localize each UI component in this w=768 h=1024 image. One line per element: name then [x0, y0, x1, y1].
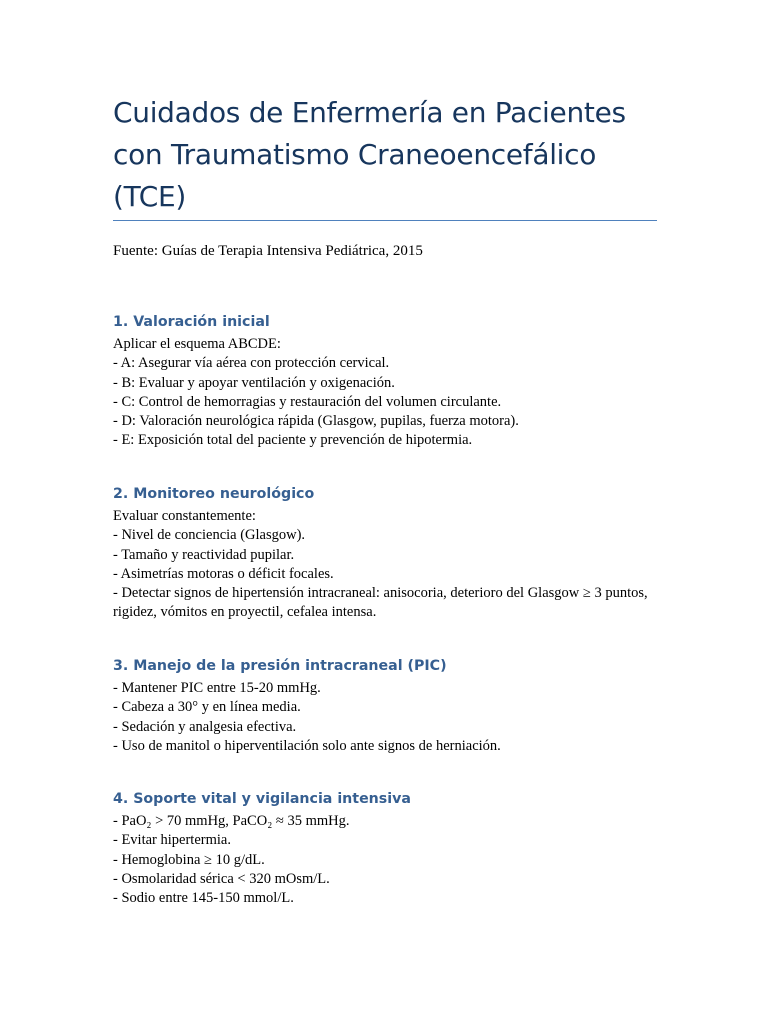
list-item: - A: Asegurar vía aérea con protección cervical. [113, 355, 390, 372]
section-line: Aplicar el esquema ABCDE: [113, 336, 281, 352]
section-heading: 2. Monitoreo neurológico [113, 486, 315, 502]
list-item: - Tamaño y reactividad pupilar. [113, 546, 295, 563]
list-item: - Sodio entre 145-150 mmol/L. [113, 890, 294, 907]
section-heading: 3. Manejo de la presión intracraneal (PIC) [113, 658, 447, 674]
list-item: - Uso de manitol o hiperventilación solo ante signos de herniación. [113, 737, 501, 754]
section-soporte-vital [113, 788, 673, 908]
list-item: - Detectar signos de hipertensión intracraneal: anisocoria, deterioro del Glasgow ≥ 3 puntos, rigidez, vómitos en proyectil, cefalea intensa. [113, 585, 648, 621]
list-item: - Evitar hipertermia. [113, 832, 231, 849]
section-heading: 1. Valoración inicial [113, 314, 270, 330]
list-item: - C: Control de hemorragias y restauración del volumen circulante. [113, 393, 502, 410]
title-divider [113, 220, 657, 221]
list-item: - Mantener PIC entre 15-20 mmHg. [113, 680, 321, 696]
list-item: - Osmolaridad sérica < 320 mOsm/L. [113, 870, 330, 887]
list-item: - Nivel de conciencia (Glasgow). [113, 527, 306, 544]
list-item: - Cabeza a 30° y en línea media. [113, 699, 301, 716]
list-item: - Asimetrías motoras o déficit focales. [113, 565, 334, 582]
list-item: - D: Valoración neurológica rápida (Glasgow, pupilas, fuerza motora). [113, 413, 519, 430]
list-item: - Hemoglobina ≥ 10 g/dL. [113, 851, 265, 868]
list-item: - B: Evaluar y apoyar ventilación y oxigenación. [113, 374, 395, 391]
list-item: - PaO₂ > 70 mmHg, PaCO₂ ≈ 35 mmHg. [113, 813, 350, 829]
section-heading: 4. Soporte vital y vigilancia intensiva [113, 791, 411, 807]
section-manejo-pic [113, 655, 673, 756]
section-line: Evaluar constantemente: [113, 508, 256, 524]
section-valoracion-inicial [113, 311, 673, 451]
list-item: - E: Exposición total del paciente y prevención de hipotermia. [113, 432, 473, 449]
section-monitoreo-neurologico [113, 483, 673, 623]
document-title: Cuidados de Enfermería en Pacientes con Traumatismo Craneoencefálico (TCE) [113, 96, 626, 213]
list-item: - Sedación y analgesia efectiva. [113, 718, 297, 735]
source-citation: Fuente: Guías de Terapia Intensiva Pediátrica, 2015 [113, 243, 423, 259]
